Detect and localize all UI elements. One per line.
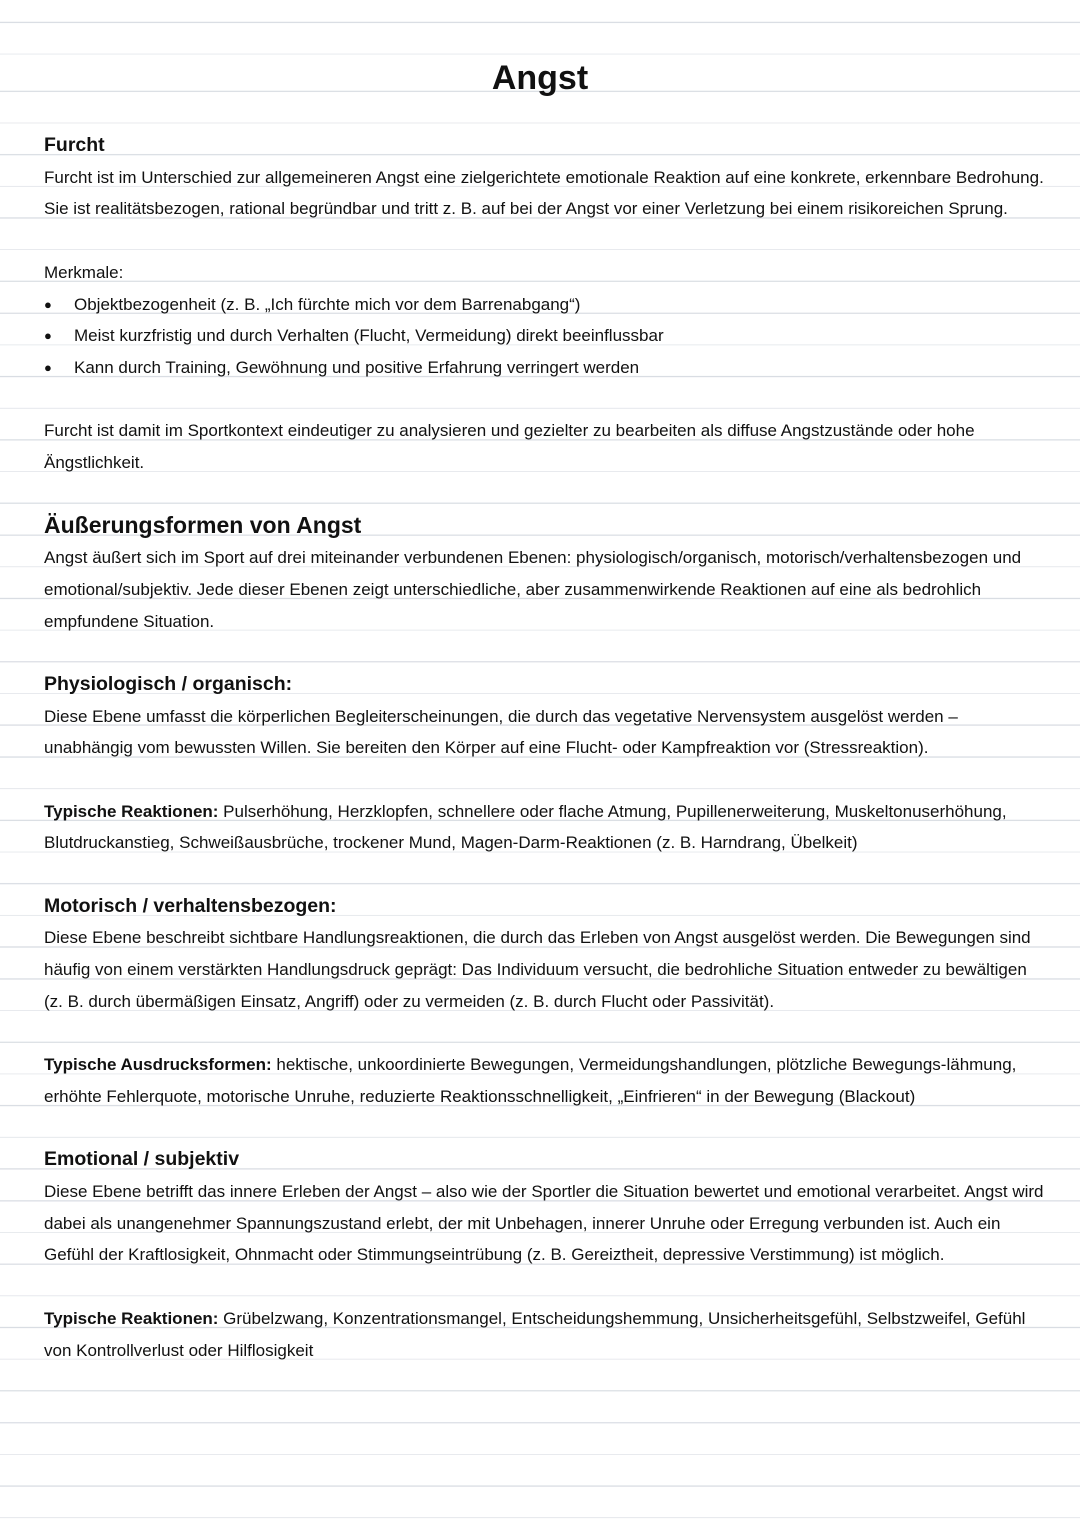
- motor-heading: Motorisch / verhaltensbezogen:: [44, 894, 337, 917]
- emotional-heading: Emotional / subjektiv: [44, 1148, 240, 1171]
- emotional-typical-text: Grübelzwang, Konzentrationsmangel, Entscheidungshemmung, Unsicherheitsgefühl, Selbstzweifel, Gefühl von Kontrollverlust oder Hilflosigkeit: [44, 1308, 1026, 1360]
- physio-heading: Physiologisch / organisch:: [44, 672, 293, 695]
- list-item: ● Kann durch Training, Gewöhnung und positive Erfahrung verringert werden: [44, 352, 1044, 384]
- features-label: Merkmale:: [44, 262, 124, 282]
- spacer: [44, 1018, 1044, 1050]
- page-title: Angst: [491, 59, 589, 97]
- spacer: [44, 384, 1044, 416]
- physio-typical: [44, 796, 1044, 859]
- spacer: [44, 1113, 1044, 1145]
- forms-heading: Äußerungsformen von Angst: [44, 512, 362, 539]
- motor-typical-label: Typische Ausdrucksformen:: [44, 1055, 272, 1075]
- forms-intro: Angst äußert sich im Sport auf drei miteinander verbundenen Ebenen: physiologisch/organisch, motorisch/verhaltensbezogen und emotional/subjektiv. Jede dieser Ebenen zeigt unterschiedliche, aber zusammenwirkende Reaktionen auf eine als bedrohlich empfundene Situation.: [44, 548, 1022, 631]
- spacer: [44, 859, 1044, 891]
- spacer: [44, 1271, 1044, 1303]
- physio-text: Diese Ebene umfasst die körperlichen Begleiterscheinungen, die durch das vegetative Nervensystem ausgelöst werden – unabhängig vom bewussten Willen. Sie bereiten den Körper auf eine Flucht- oder Kampfreaktion vor (Stressreaktion).: [44, 706, 958, 758]
- motor-typical-text: hektische, unkoordinierte Bewegungen, Vermeidungshandlungen, plötzliche Bewegungs-lähmung, erhöhte Fehlerquote, motorische Unruhe, reduzierte Reaktionsschnelligkeit, „Einfrieren“ in der Bewegung (Blackout): [44, 1055, 1017, 1106]
- furcht-heading: Furcht: [44, 134, 105, 156]
- spacer: [44, 479, 1044, 511]
- emotional-typical: [44, 1303, 1044, 1366]
- physio-typical-label: Typische Reaktionen:: [44, 801, 219, 821]
- motor-typical: [44, 1049, 1044, 1112]
- spacer: [44, 637, 1044, 669]
- furcht-conclusion: Furcht ist damit im Sportkontext eindeutiger zu analysieren und gezielter zu bearbeiten als diffuse Angstzustände oder hohe Ängstlichkeit.: [44, 421, 975, 472]
- spacer: [44, 764, 1044, 796]
- document-body: [44, 130, 1044, 1366]
- physio-typical-text: Pulserhöhung, Herzklopfen, schnellere oder flache Atmung, Pupillenerweiterung, Muskeltonuserhöhung, Blutdruckanstieg, Schweißausbrüche, trockener Mund, Magen-Darm-Reaktionen (z. B. Harndrang, Übelkeit): [44, 801, 1007, 853]
- emotional-text: Diese Ebene betrifft das innere Erleben der Angst – also wie der Sportler die Situation bewertet und emotional verarbeitet. Angst wird dabei als unangenehmer Spannungszustand erlebt, der mit Unbehagen, innerer Unruhe oder Erregung verbunden ist. Auch ein Gefühl der Kraftlosigkeit, Ohnmacht oder Stimmungseintrübung (z. B. Gereiztheit, depressive Verstimmung) ist möglich.: [44, 1182, 1044, 1265]
- list-item: ● Meist kurzfristig und durch Verhalten (Flucht, Vermeidung) direkt beeinflussbar: [44, 320, 1044, 352]
- spacer: [44, 225, 1044, 257]
- emotional-typical-label: Typische Reaktionen:: [44, 1308, 219, 1328]
- list-item: ● Objektbezogenheit (z. B. „Ich fürchte mich vor dem Barrenabgang“): [44, 289, 1044, 321]
- furcht-intro: Furcht ist im Unterschied zur allgemeineren Angst eine zielgerichtete emotionale Reaktion auf eine konkrete, erkennbare Bedrohung. Sie ist realitätsbezogen, rational begründbar und tritt z. B. auf bei der Angst vor einer Verletzung bei einem risikoreichen Sprung.: [44, 167, 1044, 219]
- features-list: [44, 289, 1044, 384]
- motor-text: Diese Ebene beschreibt sichtbare Handlungsreaktionen, die durch das Erleben von Angst ausgelöst werden. Die Bewegungen sind häufig von einem verstärkten Handlungsdruck geprägt: Das Individuum versucht, die bedrohliche Situation entweder zu bewältigen (z. B. durch übermäßigen Einsatz, Angriff) oder zu vermeiden (z. B. durch Flucht oder Passivität).: [44, 928, 1031, 1011]
